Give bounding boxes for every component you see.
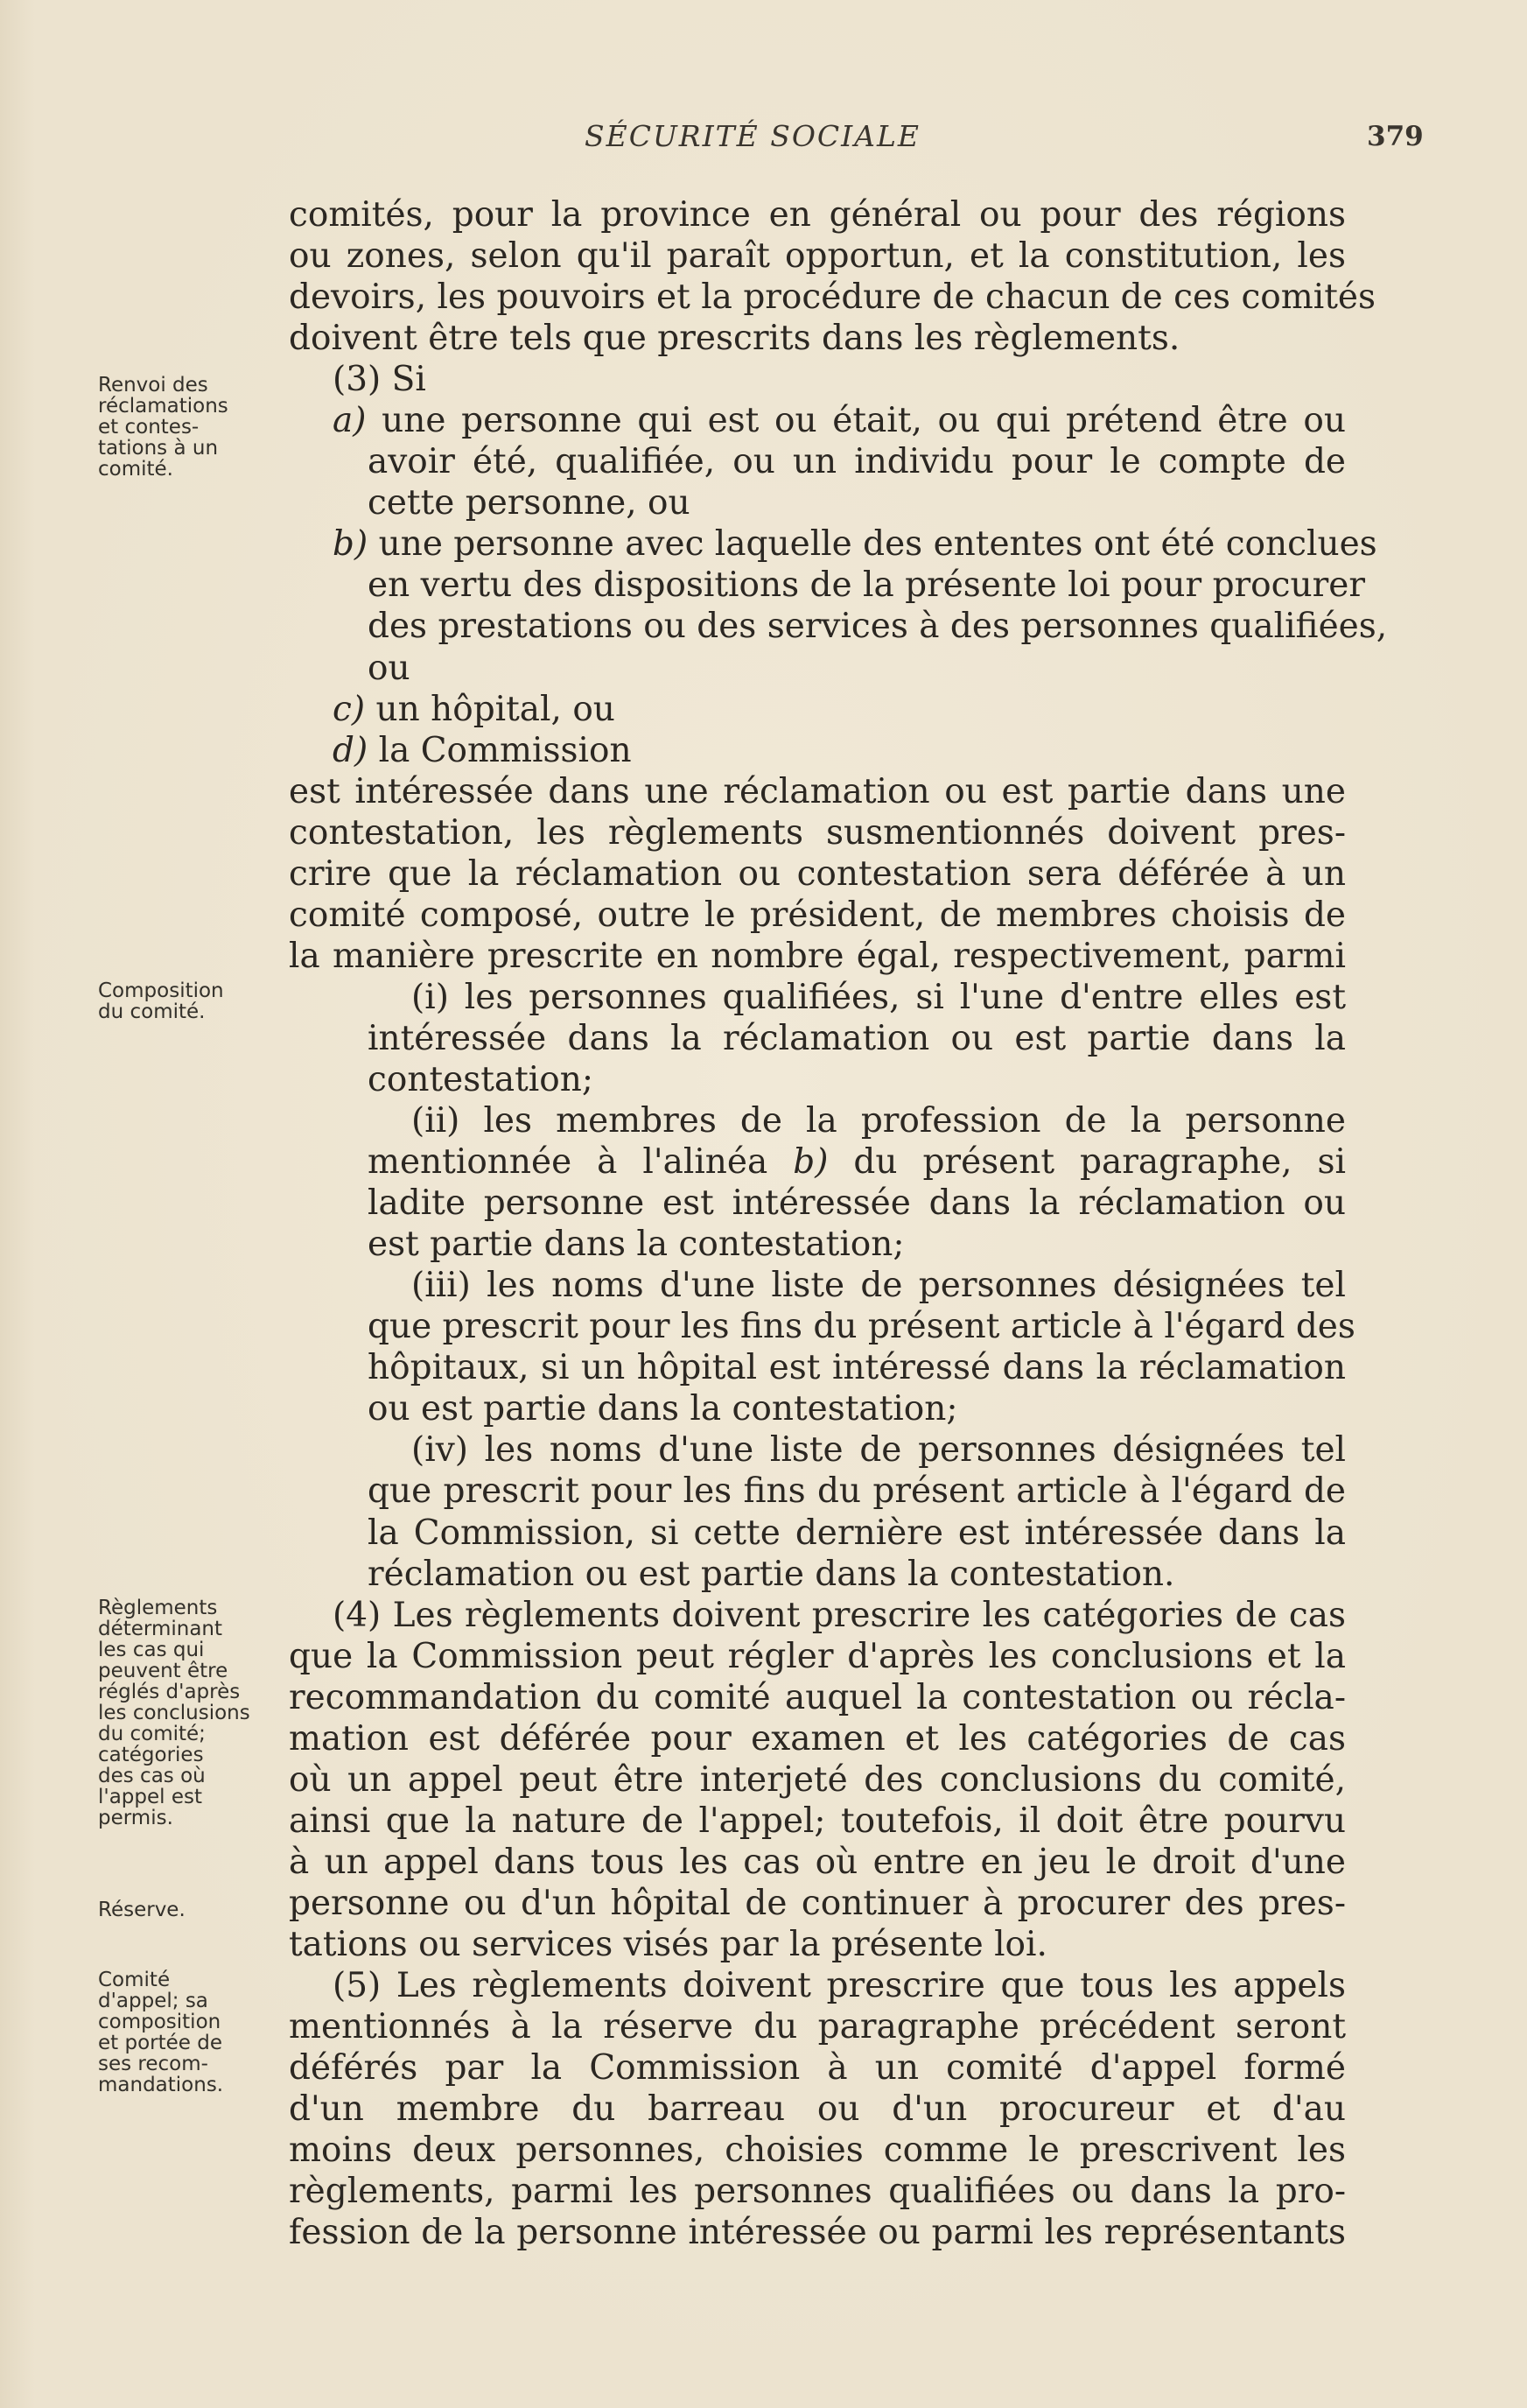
- body-text: [289, 194, 1388, 2253]
- text-line: (i) les personnes qualifiées, si l'une d'entre elles est: [411, 977, 1346, 1017]
- text-line: tations ou services visés par la présente loi.: [289, 1924, 1047, 1964]
- text-line: la manière prescrite en nombre égal, respectivement, parmi: [289, 936, 1346, 976]
- clause-letter: b): [793, 1142, 829, 1183]
- clause-line: [289, 400, 1346, 441]
- text-line: (iii) les noms d'une liste de personnes désignées tel: [411, 1266, 1346, 1306]
- text-line: contestation, les règlements susmentionnés doivent pres-: [289, 812, 1346, 853]
- text-line: hôpitaux, si un hôpital est intéressé dans la réclamation: [368, 1348, 1346, 1388]
- clause-letter: c): [333, 689, 366, 729]
- text-line: fession de la personne intéressée ou parmi les représentants: [289, 2213, 1346, 2253]
- margin-note-line: Règlements: [98, 1597, 218, 1619]
- margin-note-line: permis.: [98, 1807, 173, 1829]
- text-line: personne ou d'un hôpital de continuer à procurer des pres-: [289, 1883, 1346, 1923]
- clause-line: [289, 523, 1377, 565]
- text-line: réclamation ou est partie dans la contestation.: [368, 1554, 1175, 1594]
- margin-note-composition: [98, 980, 282, 1022]
- text-line: devoirs, les pouvoirs et la procédure de chacun de ces comités: [289, 277, 1376, 318]
- text-line: ou zones, selon qu'il paraît opportun, et la constitution, les: [289, 236, 1346, 277]
- text-line: à un appel dans tous les cas où entre en jeu le droit d'une: [289, 1842, 1346, 1882]
- margin-note-line: et contes-: [98, 416, 200, 439]
- text-line: (3) Si: [333, 360, 426, 400]
- margin-note-line: ses recom-: [98, 2053, 208, 2075]
- margin-note-line: les cas qui: [98, 1639, 205, 1661]
- margin-note-line: et portée de: [98, 2032, 222, 2054]
- text-line: ou: [368, 648, 410, 688]
- margin-note-line: du comité;: [98, 1723, 206, 1745]
- text-line: contestation;: [368, 1059, 594, 1099]
- page-number: 379: [1367, 121, 1424, 152]
- text-line: crire que la réclamation ou contestation sera déférée à un: [289, 853, 1346, 894]
- margin-note-line: peuvent être: [98, 1660, 228, 1682]
- clause-text: une personne avec laquelle des ententes ont été conclues: [378, 524, 1377, 565]
- clause-line: [289, 1141, 1346, 1183]
- text-line: ladite personne est intéressée dans la réclamation ou: [368, 1183, 1346, 1224]
- margin-note-comite-appel: [98, 1969, 282, 2096]
- text-line: que prescrit pour les fins du présent article à l'égard des: [368, 1307, 1355, 1347]
- clause-letter: d): [333, 730, 368, 770]
- margin-note-line: réglés d'après: [98, 1681, 241, 1703]
- text-line: moins deux personnes, choisies comme le prescrivent les: [289, 2131, 1346, 2171]
- text-line: déférés par la Commission à un comité d'appel formé: [289, 2048, 1346, 2089]
- text-line: ou est partie dans la contestation;: [368, 1389, 958, 1429]
- text-line: (4) Les règlements doivent prescrire les catégories de cas: [333, 1595, 1346, 1635]
- margin-note-line: d'appel; sa: [98, 1990, 208, 2012]
- margin-note-line: Composition: [98, 979, 224, 1002]
- margin-note-line: Comité: [98, 1969, 171, 1991]
- text-line: est partie dans la contestation;: [368, 1225, 905, 1265]
- text-line: d'un membre du barreau ou d'un procureur et d'au: [289, 2089, 1346, 2130]
- margin-note-line: composition: [98, 2011, 221, 2033]
- text-line: cette personne, ou: [368, 483, 690, 523]
- clause-line: [289, 730, 1346, 771]
- text-line: comités, pour la province en général ou pour des régions: [289, 195, 1346, 235]
- clause-text: la Commission: [378, 730, 632, 770]
- text-line: ainsi que la nature de l'appel; toutefois, il doit être pourvu: [289, 1801, 1346, 1841]
- margin-note-line: mandations.: [98, 2074, 224, 2096]
- margin-note-line: les conclusions: [98, 1702, 250, 1724]
- margin-note-line: catégories: [98, 1744, 204, 1766]
- margin-note-line: du comité.: [98, 1000, 206, 1023]
- clause-text: du présent paragraphe, si: [853, 1142, 1346, 1183]
- clause-line: [289, 689, 1346, 730]
- margin-note-reserve: [98, 1899, 282, 1920]
- margin-note-line: Réserve.: [98, 1899, 186, 1921]
- margin-note-line: comité.: [98, 458, 173, 481]
- text-line: recommandation du comité auquel la contestation ou récla-: [289, 1677, 1346, 1717]
- margin-note-line: des cas où: [98, 1765, 206, 1787]
- text-line: comité composé, outre le président, de membres choisis de: [289, 895, 1346, 935]
- text-line: (ii) les membres de la profession de la personne: [411, 1101, 1346, 1141]
- margin-note-renvoi: [98, 375, 282, 480]
- text-line: en vertu des dispositions de la présente loi pour procurer: [368, 565, 1365, 606]
- clause-letter: a): [333, 401, 367, 441]
- text-line: règlements, parmi les personnes qualifiées ou dans la pro-: [289, 2172, 1346, 2212]
- clause-text: une personne qui est ou était, ou qui prétend être ou: [382, 401, 1346, 441]
- clause-text: mentionnée à l'alinéa: [368, 1142, 768, 1183]
- text-line: doivent être tels que prescrits dans les règlements.: [289, 319, 1180, 359]
- text-line: intéressée dans la réclamation ou est partie dans la: [368, 1018, 1346, 1058]
- text-line: que la Commission peut régler d'après les conclusions et la: [289, 1636, 1346, 1676]
- margin-note-line: Renvoi des: [98, 374, 208, 397]
- text-line: des prestations ou des services à des personnes qualifiées,: [368, 607, 1388, 647]
- text-line: avoir été, qualifiée, ou un individu pour le compte de: [368, 442, 1346, 482]
- margin-note-line: déterminant: [98, 1618, 223, 1640]
- text-line: que prescrit pour les fins du présent article à l'égard de: [368, 1471, 1346, 1512]
- text-line: la Commission, si cette dernière est intéressée dans la: [368, 1513, 1346, 1553]
- text-line: (5) Les règlements doivent prescrire que tous les appels: [333, 1966, 1346, 2006]
- clause-text: un hôpital, ou: [375, 689, 615, 729]
- text-line: mation est déférée pour examen et les catégories de cas: [289, 1718, 1346, 1759]
- clause-letter: b): [333, 524, 368, 565]
- text-line: mentionnés à la réserve du paragraphe précédent seront: [289, 2007, 1346, 2047]
- margin-note-line: tations à un: [98, 437, 219, 460]
- text-line: (iv) les noms d'une liste de personnes désignées tel: [411, 1430, 1346, 1471]
- text-line: est intéressée dans une réclamation ou est partie dans une: [289, 771, 1346, 811]
- margin-note-line: l'appel est: [98, 1786, 203, 1808]
- margin-note-line: réclamations: [98, 395, 228, 418]
- margin-note-reglements: [98, 1597, 282, 1829]
- text-line: où un appel peut être interjeté des conclusions du comité,: [289, 1759, 1346, 1800]
- running-head: SÉCURITÉ SOCIALE: [585, 119, 921, 153]
